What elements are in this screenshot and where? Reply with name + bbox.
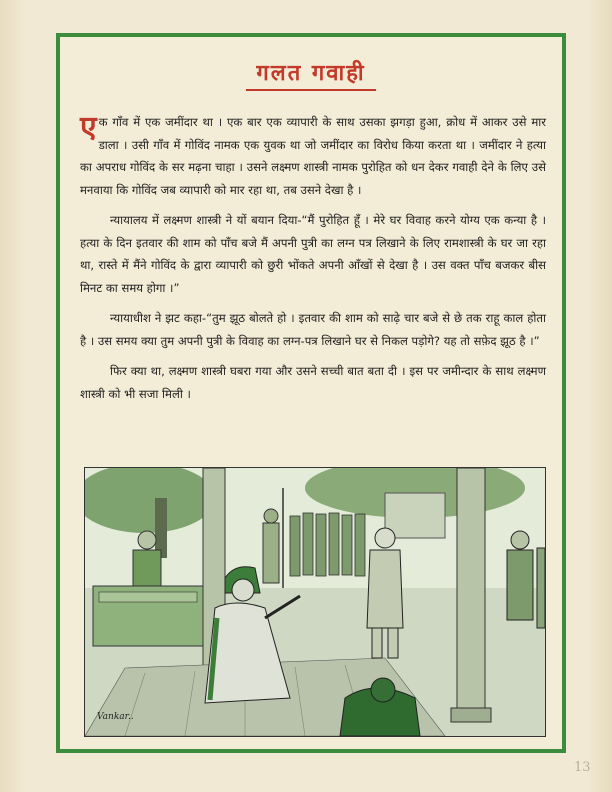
story-paragraph-3: न्यायाधीश ने झट कहा-“तुम झूठ बोलते हो । इतवार की शाम को साढ़े चार बजे से छे तक राहू काल होता है । उस समय क्या तुम अपनी पुत्री के विवाह का लग्न-पत्र लिखाने घर से निकल पड़ोगे? यह तो सफ़ेद झूठ है ।” [80,311,546,348]
story-body [80,111,546,413]
story-paragraph-4: फिर क्या था, लक्ष्मण शास्त्री घबरा गया और उसने सच्ची बात बता दी । इस पर जमीन्दार के साथ लक्ष्मण शास्त्री को भी सजा मिली । [80,364,546,401]
story-title: गलत गवाही [256,61,366,86]
courtroom-scene-drawing [85,468,545,736]
story-paragraph-2: न्यायालय में लक्ष्मण शास्त्री ने यों बयान दिया-“मैं पुरोहित हूँ । मेरे घर विवाह करने योग्य एक कन्या है । हत्या के दिन इतवार की शाम को पाँच बजे मैं अपनी पुत्री का लग्न पत्र लिखाने के लिए रामशास्त्री के घर जा रहा था, रास्ते में मैंने गोविंद के द्वारा व्यापारी को छुरी भोंकते अपनी आँखों से देखा है । उस वक्त पाँच बजकर बीस मिनट का समय होगा ।” [80,213,546,295]
drop-cap: ए [80,110,97,145]
story-paragraph-1 [80,111,546,201]
page-number: 13 [574,760,591,775]
story-paragraph-1-text: क गाँव में एक जमींदार था । एक बार एक व्यापारी के साथ उसका झगड़ा हुआ, क्रोध में आकर उसे मार डाला । उसी गाँव में गोविंद नामक एक युवक था जो जमींदार का विरोध किया करता था । जमींदार ने हत्या का अपराध गोविंद के सर मढ़ना चाहा । उसने लक्ष्मण शास्त्री नामक पुरोहित को धन देकर गवाही देने के लिए उसे मनवाया कि गोविंद जब व्यापारी को मार रहा था, तब उसने देखा है । [80,115,546,197]
artist-signature: Vankar.. [97,712,134,722]
story-frame [56,33,566,753]
courtroom-illustration [84,467,546,737]
title-underline [246,89,376,91]
